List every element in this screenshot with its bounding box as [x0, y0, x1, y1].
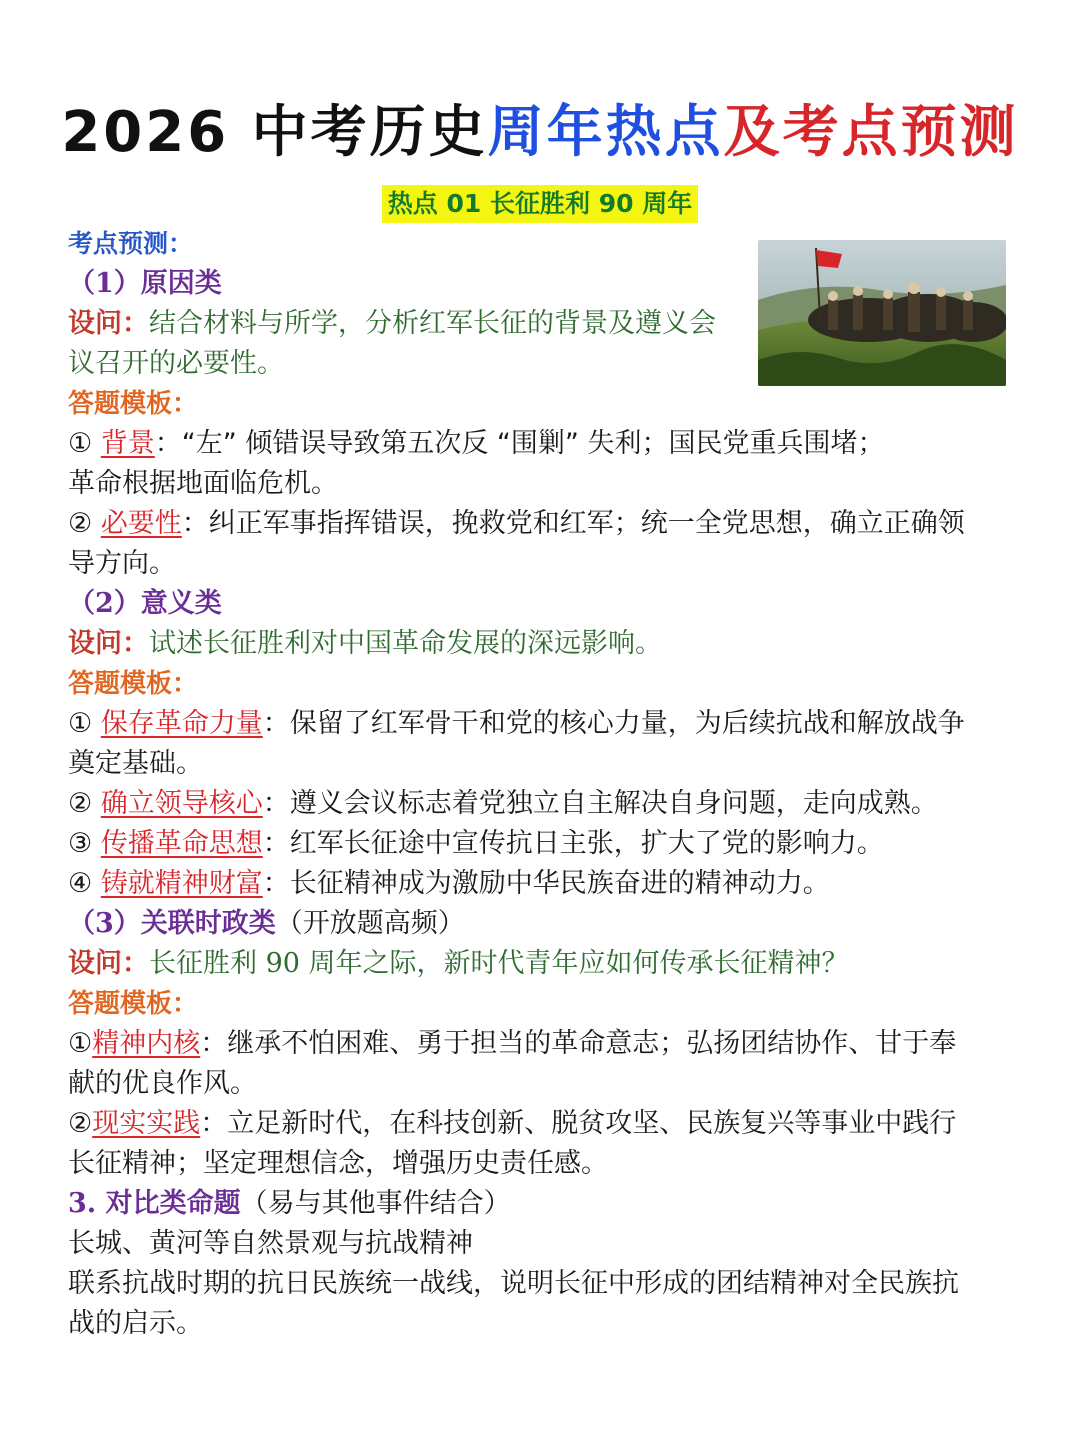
answer-item [68, 424, 1018, 464]
item-number: ② [68, 788, 101, 819]
item-text: ：保留了红军骨干和党的核心力量，为后续抗战和解放战争 [262, 708, 965, 739]
content [68, 224, 1018, 1344]
title-part-3: 及考点预测 [723, 100, 1019, 165]
item-text: ：纠正军事指挥错误，挽救党和红军；统一全党思想，确立正确领 [181, 508, 965, 539]
item-text: ：长征精神成为激励中华民族奋进的精神动力。 [262, 868, 830, 899]
question-text: 长征胜利 90 周年之际，新时代青年应如何传承长征精神？ [149, 948, 849, 979]
title-part-1: 2026 中考历史 [61, 100, 488, 165]
item-text: ：立足新时代，在科技创新、脱贫攻坚、民族复兴等事业中践行 [200, 1108, 957, 1139]
item-text: ：“左” 倾错误导致第五次反 “围剿” 失利；国民党重兵围堵； [154, 428, 885, 459]
page-title [0, 100, 1080, 166]
section-4-text: 长城、黄河等自然景观与抗战精神 [68, 1228, 473, 1259]
question-text-cont: 议召开的必要性。 [68, 348, 284, 379]
answer-item [68, 864, 1018, 904]
answer-item-cont: 导方向。 [68, 548, 176, 579]
item-keyword: 精神内核 [92, 1028, 201, 1059]
forecast-heading: 考点预测： [68, 229, 194, 258]
item-number: ① [68, 1028, 93, 1059]
item-text: ：继承不怕困难、勇于担当的革命意志；弘扬团结协作、甘于奉 [200, 1028, 957, 1059]
section-4-text: 联系抗战时期的抗日民族统一战线，说明长征中形成的团结精神对全民族抗 [68, 1268, 959, 1299]
answer-item [68, 824, 1018, 864]
answer-item [68, 784, 1018, 824]
item-number: ③ [68, 828, 101, 859]
answer-item [68, 1104, 1018, 1144]
section-3-title [68, 904, 1018, 944]
item-keyword: 必要性 [100, 508, 182, 539]
answer-template-label: 答题模板： [68, 989, 199, 1019]
item-keyword: 保存革命力量 [100, 708, 263, 739]
item-number: ④ [68, 868, 101, 899]
item-number: ① [68, 428, 101, 459]
title-part-2: 周年热点 [487, 100, 724, 165]
section-1-question [68, 304, 1018, 344]
item-keyword: 确立领导核心 [100, 788, 263, 819]
section-2-title: （2）意义类 [68, 588, 222, 619]
section-3-title-main: （3）关联时政类 [68, 908, 276, 939]
answer-template-label: 答题模板： [68, 669, 199, 699]
answer-item [68, 704, 1018, 744]
item-number: ① [68, 708, 101, 739]
item-text: ：红军长征途中宣传抗日主张，扩大了党的影响力。 [262, 828, 884, 859]
section-2-question [68, 624, 1018, 664]
answer-item-cont: 长征精神；坚定理想信念，增强历史责任感。 [68, 1148, 608, 1179]
answer-template-label: 答题模板： [68, 389, 199, 419]
item-keyword: 背景 [100, 428, 155, 459]
item-keyword: 现实实践 [92, 1108, 201, 1139]
item-number: ② [68, 508, 101, 539]
subtitle-wrap [0, 185, 1080, 223]
subtitle-highlight: 热点 01 长征胜利 90 周年 [382, 185, 698, 223]
question-text: 结合材料与所学，分析红军长征的背景及遵义会 [149, 308, 716, 339]
question-text: 试述长征胜利对中国革命发展的深远影响。 [149, 628, 662, 659]
section-4-title-main: 3. 对比类命题 [68, 1188, 241, 1219]
answer-item [68, 1024, 1018, 1064]
section-3-question [68, 944, 1018, 984]
section-4-text: 战的启示。 [68, 1308, 203, 1339]
question-label: 设问： [68, 948, 149, 979]
section-3-title-suffix: （开放题高频） [275, 908, 465, 939]
item-keyword: 传播革命思想 [100, 828, 263, 859]
answer-item [68, 504, 1018, 544]
item-text: ：遵义会议标志着党独立自主解决自身问题，走向成熟。 [262, 788, 938, 819]
question-label: 设问： [68, 308, 149, 339]
question-label: 设问： [68, 628, 149, 659]
item-keyword: 铸就精神财富 [100, 868, 263, 899]
answer-item-cont: 献的优良作风。 [68, 1068, 257, 1099]
answer-item-cont: 革命根据地面临危机。 [68, 468, 338, 499]
section-1-title: （1）原因类 [68, 268, 222, 299]
section-4-title-suffix: （易与其他事件结合） [240, 1188, 511, 1219]
item-number: ② [68, 1108, 93, 1139]
answer-item-cont: 奠定基础。 [68, 748, 203, 779]
section-4-title [68, 1184, 1018, 1224]
